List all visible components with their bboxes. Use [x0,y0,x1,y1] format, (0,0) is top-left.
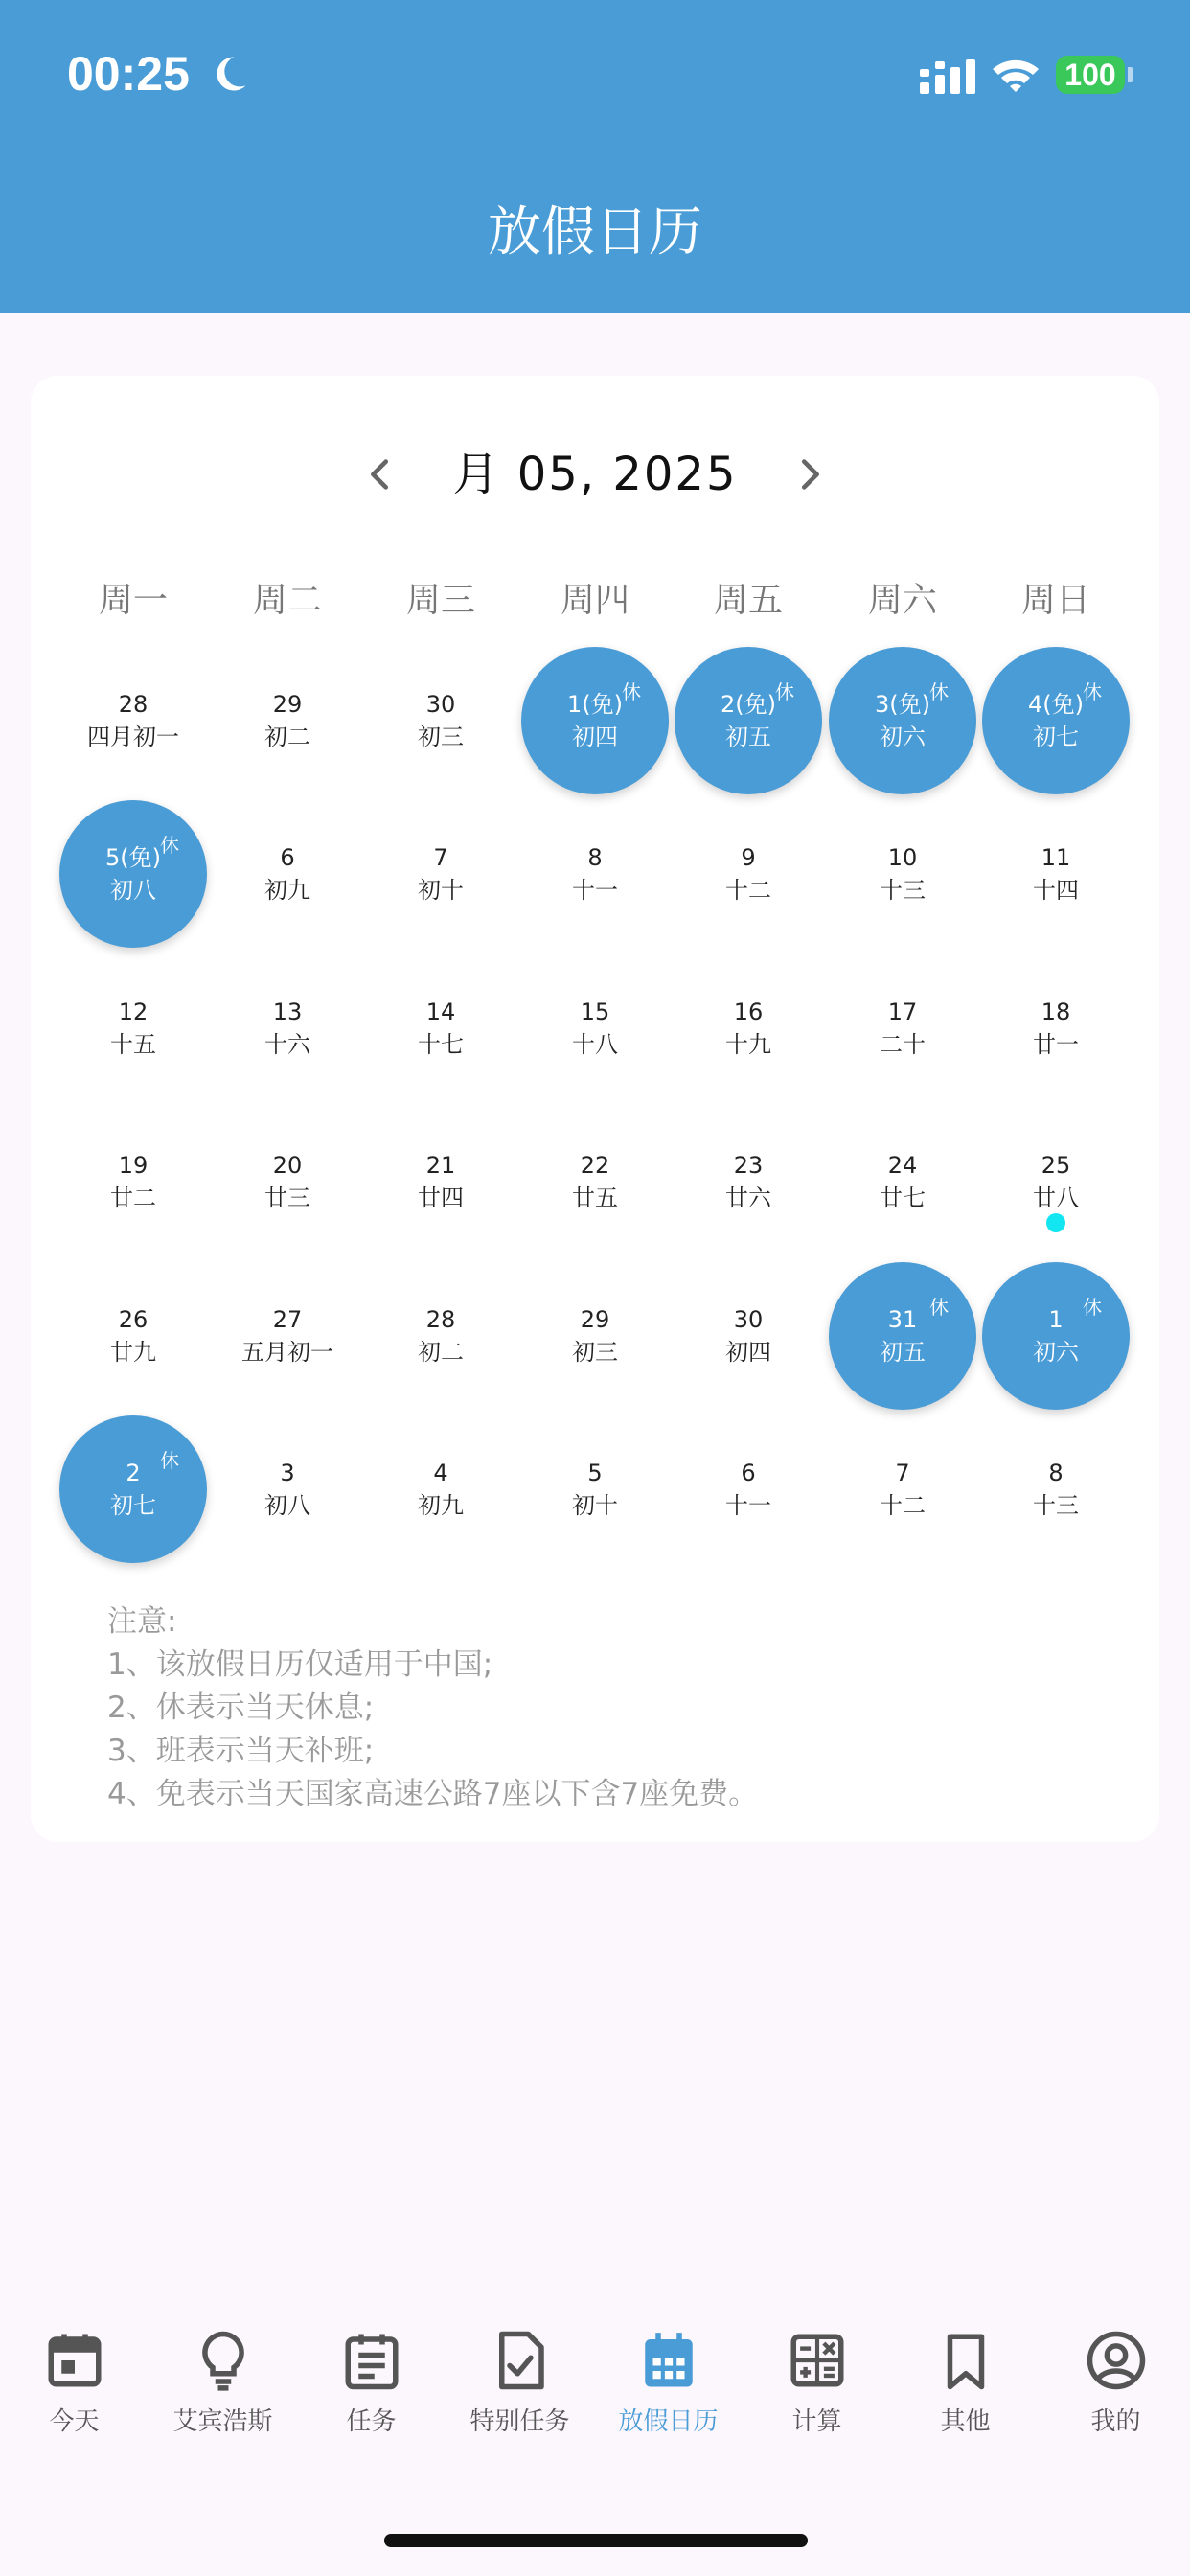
lunar-date: 初八 [110,877,156,904]
lunar-date: 十五 [110,1031,156,1058]
day-number: 27 [272,1306,303,1333]
day-cell[interactable] [979,1413,1133,1566]
rest-badge: 休 [622,680,641,703]
day-cell[interactable] [979,797,1133,951]
day-number: 5 [587,1460,603,1486]
day-number: 9 [741,844,756,871]
rest-badge: 休 [1083,1296,1102,1319]
lunar-date: 十三 [880,877,926,904]
wifi-icon [991,56,1041,94]
lunar-date: 初八 [264,1492,310,1519]
day-number: 16 [733,999,764,1025]
day-number: 8 [1048,1460,1064,1486]
day-number: 29 [272,691,303,718]
lunar-date: 十一 [572,877,618,904]
calendar-today-icon [43,2329,106,2392]
holiday-day-cell[interactable] [57,797,210,951]
tab-label: 艾宾浩斯 [172,2407,273,2436]
notes-title: 注意: [107,1604,177,1639]
user-circle-icon [1085,2329,1148,2392]
holiday-day-cell[interactable] [826,1259,979,1413]
tab-holiday-calendar[interactable] [594,2329,743,2444]
lightbulb-icon [192,2329,255,2392]
month-title: 月 05, 2025 [452,448,738,501]
day-cell[interactable] [518,797,672,951]
tab-ebbinghaus[interactable] [149,2329,297,2444]
day-number: 13 [272,999,303,1025]
rest-badge: 休 [160,1449,179,1472]
lunar-date: 初十 [418,877,464,904]
day-cell[interactable] [672,1105,825,1258]
lunar-date: 十一 [725,1492,771,1519]
day-cell[interactable] [364,797,517,951]
tab-label: 计算 [791,2407,842,2436]
moon-icon [209,54,249,94]
day-number: 28 [425,1306,456,1333]
day-number: 5(免) [105,844,161,871]
status-time: 00:25 [67,47,190,101]
lunar-date: 十二 [725,877,771,904]
day-number: 4 [433,1460,448,1486]
day-cell[interactable] [211,1259,364,1413]
lunar-date: 廿五 [572,1184,618,1211]
day-number: 20 [272,1152,303,1179]
rest-badge: 休 [775,680,794,703]
day-cell[interactable] [211,797,364,951]
day-cell[interactable] [518,952,672,1105]
tab-label: 特别任务 [469,2407,570,2436]
battery-tip [1128,67,1133,82]
day-cell[interactable] [211,644,364,797]
day-number: 2(免) [721,691,776,718]
lunar-date: 十九 [725,1031,771,1058]
weekday-label: 周三 [405,581,475,620]
note-line: 2、休表示当天休息; [107,1690,375,1725]
lunar-date: 廿八 [1033,1184,1079,1211]
day-number: 25 [1041,1152,1071,1179]
day-cell[interactable] [57,644,210,797]
day-number: 6 [741,1460,756,1486]
cellular-signal-icon [920,58,975,96]
day-cell[interactable] [672,797,825,951]
note-line: 3、班表示当天补班; [107,1734,375,1768]
day-cell[interactable] [364,952,517,1105]
day-cell[interactable] [57,952,210,1105]
lunar-date: 五月初一 [241,1339,333,1366]
tab-label: 今天 [49,2407,100,2436]
lunar-date: 初五 [725,724,771,750]
rest-badge: 休 [929,1296,949,1319]
lunar-date: 廿三 [264,1184,310,1211]
lunar-date: 初二 [418,1339,464,1366]
weekday-label: 周日 [1020,581,1090,620]
day-cell[interactable] [518,1259,672,1413]
day-number: 12 [118,999,149,1025]
day-number: 2 [126,1460,141,1486]
day-cell[interactable] [364,1413,517,1566]
holiday-day-cell[interactable] [979,1259,1133,1413]
lunar-date: 初二 [264,724,310,750]
day-cell[interactable] [211,1105,364,1258]
day-cell[interactable] [518,1105,672,1258]
lunar-date: 初九 [418,1492,464,1519]
lunar-date: 廿九 [110,1339,156,1366]
day-number: 30 [733,1306,764,1333]
day-cell[interactable] [979,952,1133,1105]
lunar-date: 十六 [264,1031,310,1058]
calendar-grid-icon [637,2329,700,2392]
day-number: 7 [433,844,448,871]
day-number: 28 [118,691,149,718]
day-number: 24 [887,1152,918,1179]
day-cell[interactable] [826,1105,979,1258]
lunar-date: 初四 [725,1339,771,1366]
day-cell[interactable] [826,952,979,1105]
rest-badge: 休 [160,834,179,857]
day-number: 17 [887,999,918,1025]
lunar-date: 十三 [1033,1492,1079,1519]
note-line: 1、该放假日历仅适用于中国; [107,1647,493,1682]
day-number: 31 [887,1306,918,1333]
lunar-date: 初三 [418,724,464,750]
chevron-right-icon[interactable] [788,452,832,496]
lunar-date: 廿六 [725,1184,771,1211]
day-cell[interactable] [672,1413,825,1566]
day-cell[interactable] [57,1105,210,1258]
day-number: 19 [118,1152,149,1179]
day-number: 4(免) [1028,691,1084,718]
day-number: 21 [425,1152,456,1179]
day-number: 10 [887,844,918,871]
rest-badge: 休 [1083,680,1102,703]
weekday-label: 周六 [867,581,937,620]
lunar-date: 廿四 [418,1184,464,1211]
day-number: 8 [587,844,603,871]
day-cell[interactable] [364,644,517,797]
day-number: 3(免) [875,691,930,718]
lunar-date: 初六 [1033,1339,1079,1366]
lunar-date: 初四 [572,724,618,750]
tab-label: 我的 [1090,2407,1141,2436]
day-cell[interactable] [518,1413,672,1566]
day-number: 1(免) [567,691,623,718]
day-number: 29 [580,1306,610,1333]
day-cell[interactable] [211,1413,364,1566]
lunar-date: 初七 [110,1492,156,1519]
holiday-day-cell[interactable] [518,644,672,797]
day-number: 7 [895,1460,910,1486]
weekday-label: 周四 [560,581,629,620]
day-number: 18 [1041,999,1071,1025]
tab-tasks[interactable] [297,2329,446,2444]
day-number: 26 [118,1306,149,1333]
holiday-day-cell[interactable] [826,644,979,797]
day-number: 6 [280,844,295,871]
day-number: 30 [425,691,456,718]
day-cell[interactable] [364,1105,517,1258]
note-line: 4、免表示当天国家高速公路7座以下含7座免费。 [107,1777,759,1811]
tab-label: 放假日历 [618,2407,719,2436]
lunar-date: 初九 [264,877,310,904]
lunar-date: 二十 [880,1031,926,1058]
lunar-date: 十七 [418,1031,464,1058]
holiday-day-cell[interactable] [57,1413,210,1566]
tab-label: 其他 [940,2407,991,2436]
lunar-date: 廿一 [1033,1031,1079,1058]
weekday-label: 周一 [98,581,168,620]
lunar-date: 初十 [572,1492,618,1519]
task-list-icon [340,2329,403,2392]
day-cell[interactable] [364,1259,517,1413]
home-indicator [384,2534,808,2547]
day-cell[interactable] [211,952,364,1105]
day-number: 11 [1041,844,1071,871]
lunar-date: 十八 [572,1031,618,1058]
tab-today[interactable] [0,2329,149,2444]
today-indicator-dot [1046,1213,1065,1232]
day-number: 23 [733,1152,764,1179]
day-cell[interactable] [979,1105,1133,1258]
tab-label: 任务 [346,2407,397,2436]
tab-special-tasks[interactable] [446,2329,594,2444]
file-check-icon [489,2329,552,2392]
day-number: 22 [580,1152,610,1179]
month-navigator [0,441,1190,508]
holiday-day-cell[interactable] [979,644,1133,797]
lunar-date: 十二 [880,1492,926,1519]
day-number: 14 [425,999,456,1025]
lunar-date: 初七 [1033,724,1079,750]
calculator-icon [786,2329,849,2392]
lunar-date: 十四 [1033,877,1079,904]
lunar-date: 初三 [572,1339,618,1366]
day-cell[interactable] [57,1259,210,1413]
lunar-date: 四月初一 [87,724,179,750]
day-cell[interactable] [826,1413,979,1566]
day-cell[interactable] [826,797,979,951]
page-title: 放假日历 [488,201,702,264]
day-number: 15 [580,999,610,1025]
holiday-day-cell[interactable] [672,644,825,797]
day-number: 3 [280,1460,295,1486]
tab-other[interactable] [891,2329,1040,2444]
tab-mine[interactable] [1041,2329,1190,2444]
lunar-date: 初五 [880,1339,926,1366]
tab-calculate[interactable] [743,2329,891,2444]
day-cell[interactable] [672,1259,825,1413]
day-number: 1 [1048,1306,1064,1333]
rest-badge: 休 [929,680,949,703]
lunar-date: 廿二 [110,1184,156,1211]
notes-section [107,1600,758,1816]
day-cell[interactable] [672,952,825,1105]
weekday-label: 周五 [713,581,783,620]
lunar-date: 廿七 [880,1184,926,1211]
chevron-left-icon[interactable] [358,452,402,496]
lunar-date: 初六 [880,724,926,750]
battery-indicator: 100 [1056,56,1125,94]
bookmark-icon [934,2329,997,2392]
weekday-label: 周二 [252,581,322,620]
